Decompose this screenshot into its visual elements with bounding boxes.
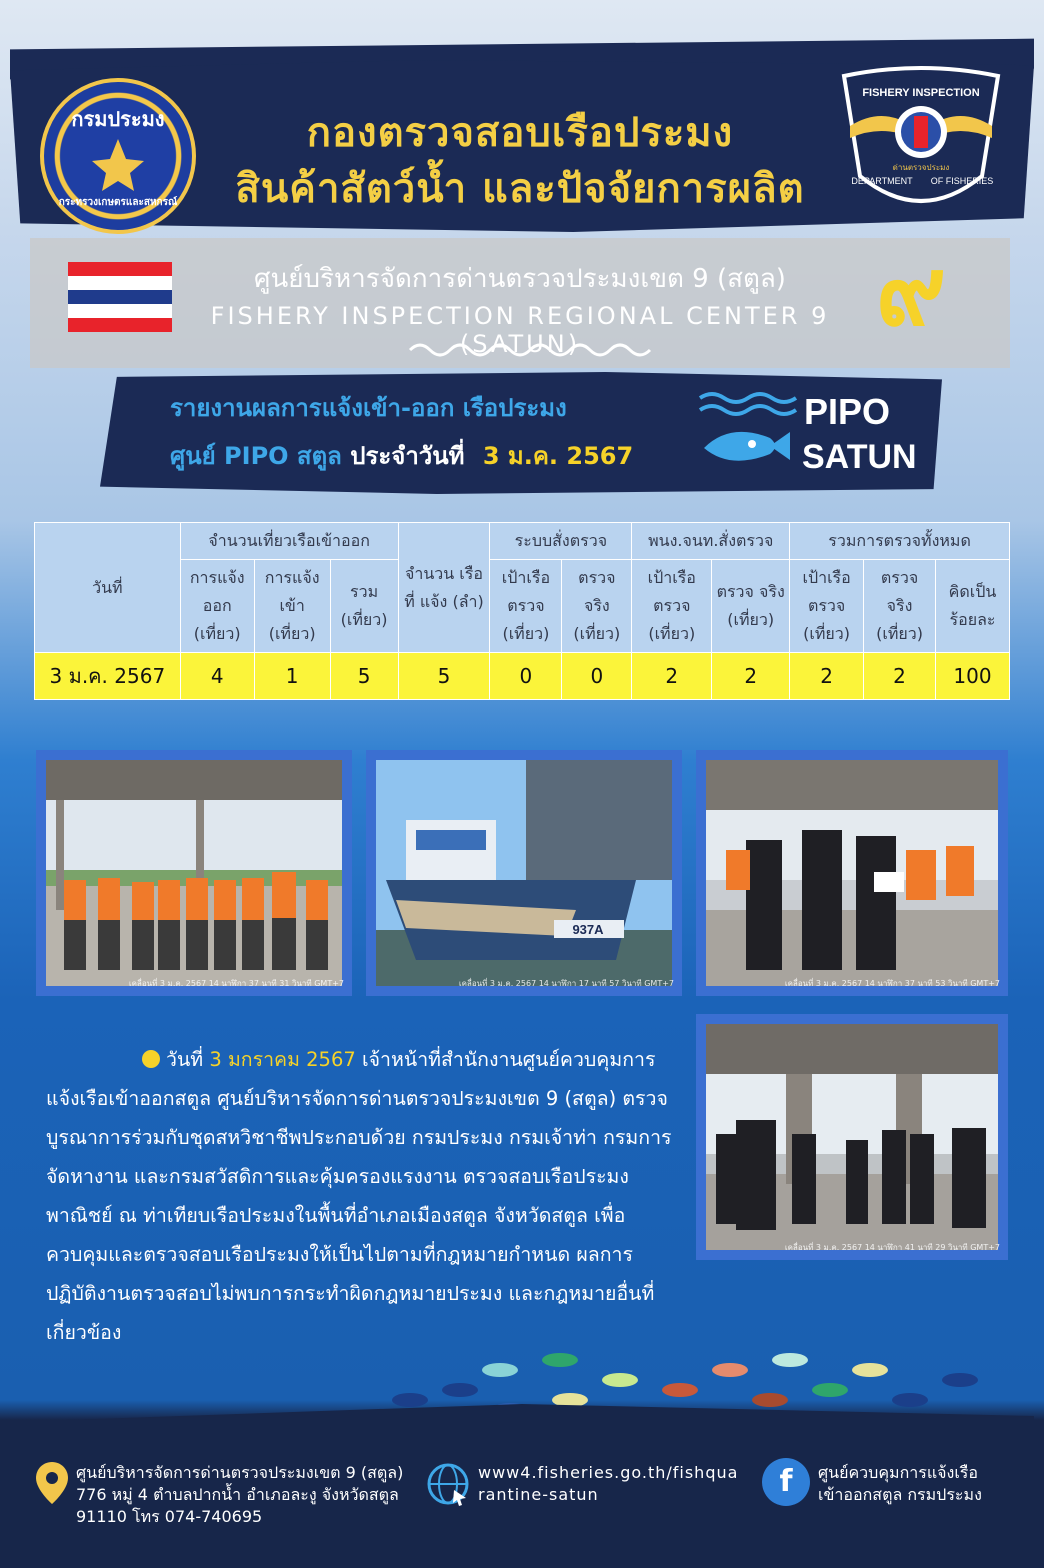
seal-text-bottom: กระทรวงเกษตรและสหกรณ์ xyxy=(58,196,178,208)
center-name-english: FISHERY INSPECTION REGIONAL CENTER 9 (SATUN) xyxy=(210,302,830,358)
header-group-trips: จำนวนเที่ยวเรือเข้าออก xyxy=(180,523,398,560)
boat-registration-number: 937A xyxy=(572,922,604,937)
report-title-line1: รายงานผลการแจ้งเข้า-ออก เรือประมง xyxy=(170,394,567,422)
header-system-target: เป้าเรือ ตรวจ (เที่ยว) xyxy=(490,560,562,653)
center-name-thai: ศูนย์บริหารจัดการด่านตรวจประมงเขต 9 (สตูล) xyxy=(254,264,786,294)
header-boats: จำนวน เรือที่ แจ้ง (ลำ) xyxy=(398,523,490,653)
footer-address-line2: 776 หมู่ 4 ตำบลปากน้ำ อำเภอละงู จังหวัดสตูล xyxy=(76,1485,399,1504)
footer-website-line1[interactable]: www4.fisheries.go.th/fishqua xyxy=(478,1463,739,1482)
photo-fishing-boat xyxy=(366,750,682,996)
header-group-officer: พนง.จนท.สั่งตรวจ xyxy=(632,523,790,560)
cell-percent: 100 xyxy=(936,653,1010,700)
badge-right-text: OF FISHERIES xyxy=(930,176,994,186)
photo-timestamp: เคลื่อนที่ 3 ม.ค. 2567 14 นาฬิกา 37 นาที 53 วินาที GMT+7 xyxy=(784,979,1000,988)
header-percent: คิดเป็น ร้อยละ xyxy=(936,560,1010,653)
cell-system-actual: 0 xyxy=(562,653,632,700)
main-title-line2: สินค้าสัตว์น้ำ และปัจจัยการผลิต xyxy=(235,166,805,212)
report-description xyxy=(46,1040,674,1352)
fish-icon xyxy=(704,432,790,461)
badge-top-text: FISHERY INSPECTION xyxy=(862,87,980,99)
header-total-target: เป้าเรือ ตรวจ (เที่ยว) xyxy=(790,560,864,653)
photo-crew-lineup-image xyxy=(46,760,342,986)
footer-website[interactable] xyxy=(478,1462,768,1506)
seal-emblem-icon xyxy=(88,135,148,195)
header-total-actual: ตรวจ จริง (เที่ยว) xyxy=(864,560,936,653)
cell-system-target: 0 xyxy=(490,653,562,700)
cell-boats: 5 xyxy=(398,653,490,700)
inspection-report-table xyxy=(34,522,1010,700)
cell-total-target: 2 xyxy=(790,653,864,700)
footer-facebook-line2[interactable]: เข้าออกสตูล กรมประมง xyxy=(818,1485,982,1504)
bullet-icon xyxy=(142,1050,160,1068)
photo-team-briefing-image xyxy=(706,1024,998,1250)
location-pin-icon xyxy=(36,1462,68,1504)
globe-icon xyxy=(426,1462,470,1506)
footer-address-line1: ศูนย์บริหารจัดการด่านตรวจประมงเขต 9 (สตูล) xyxy=(76,1463,404,1482)
report-date: 3 ม.ค. 2567 xyxy=(482,442,634,470)
footer-facebook-line1[interactable]: ศูนย์ควบคุมการแจ้งเรือ xyxy=(818,1463,978,1482)
photo-team-briefing xyxy=(696,1014,1008,1260)
footer-facebook-page[interactable] xyxy=(818,1462,1018,1506)
photo-officers-checking-documents-image xyxy=(706,760,998,986)
footer-address xyxy=(76,1462,436,1528)
cell-officer-target: 2 xyxy=(632,653,712,700)
photo-crew-lineup xyxy=(36,750,352,996)
photo-officers-checking-documents xyxy=(696,750,1008,996)
badge-left-text: DEPARTMENT xyxy=(851,176,913,186)
facebook-icon[interactable]: f xyxy=(762,1458,810,1506)
description-lead: วันที่ xyxy=(166,1048,204,1071)
header-trips-out: การแจ้ง ออก (เที่ยว) xyxy=(180,560,254,653)
description-date: 3 มกราคม 2567 xyxy=(209,1048,356,1071)
fishery-inspection-badge-icon xyxy=(832,66,1010,216)
cell-trips-in: 1 xyxy=(254,653,330,700)
header-trips-in: การแจ้ง เข้า (เที่ยว) xyxy=(254,560,330,653)
department-of-fisheries-seal xyxy=(40,78,196,234)
header-group-system: ระบบสั่งตรวจ xyxy=(490,523,632,560)
photo-timestamp: เคลื่อนที่ 3 ม.ค. 2567 14 นาฬิกา 17 นาที 57 วินาที GMT+7 xyxy=(458,979,674,988)
header-officer-actual: ตรวจ จริง (เที่ยว) xyxy=(712,560,790,653)
header-date: วันที่ xyxy=(35,523,181,653)
header-trips-total: รวม (เที่ยว) xyxy=(330,560,398,653)
pipo-satun-logo xyxy=(700,386,917,476)
cell-total-actual: 2 xyxy=(864,653,936,700)
report-daily-label: ประจำวันที่ xyxy=(350,442,465,470)
table-row xyxy=(35,653,1010,700)
cell-trips-total: 5 xyxy=(330,653,398,700)
report-title-line2 xyxy=(170,436,710,475)
cell-officer-actual: 2 xyxy=(712,653,790,700)
photo-timestamp: เคลื่อนที่ 3 ม.ค. 2567 14 นาฬิกา 37 นาที 31 วินาที GMT+7 xyxy=(128,979,344,988)
region-number-thai-nine: ๙ xyxy=(875,234,947,347)
header-system-actual: ตรวจ จริง (เที่ยว) xyxy=(562,560,632,653)
footer-website-line2[interactable]: rantine-satun xyxy=(478,1485,599,1504)
logo-satun-text: SATUN xyxy=(802,438,917,476)
photo-fishing-boat-image xyxy=(376,760,672,986)
wave-divider-icon xyxy=(410,340,650,360)
thai-flag-icon xyxy=(68,262,172,332)
logo-pipo-text: PIPO xyxy=(804,391,891,432)
header-officer-target: เป้าเรือ ตรวจ (เที่ยว) xyxy=(632,560,712,653)
description-text: เจ้าหน้าที่สำนักงานศูนย์ควบคุมการแจ้งเรือเข้าออกสตูล ศูนย์บริหารจัดการด่านตรวจประมงเขต 9 (สตูล) ตรวจบูรณาการร่วมกับชุดสหวิชาชีพประกอบด้วย กรมประมง กรมเจ้าท่า กรมการจัดหางาน และกรมสวัสดิการและคุ้มครองแรงงาน ตรวจสอบเรือประมงพาณิชย์ ณ ท่าเทียบเรือประมงในพื้นที่อำเภอเมืองสตูล จังหวัดสตูล เพื่อควบคุมและตรวจสอบเรือประมงให้เป็นไปตามที่กฎหมายกำหนด ผลการปฏิบัติงานตรวจสอบไม่พบการกระทำผิดกฎหมายประมง และกฎหมายอื่นที่เกี่ยวข้อง xyxy=(46,1048,672,1344)
cell-date: 3 ม.ค. 2567 xyxy=(35,653,181,700)
report-center-name: ศูนย์ PIPO สตูล xyxy=(170,442,342,470)
badge-center-text: ด่านตรวจประมง xyxy=(892,163,950,172)
main-title-line1: กองตรวจสอบเรือประมง xyxy=(306,110,734,156)
header-group-total: รวมการตรวจทั้งหมด xyxy=(790,523,1010,560)
cell-trips-out: 4 xyxy=(180,653,254,700)
footer-address-line3: 91110 โทร 074-740695 xyxy=(76,1507,263,1526)
photo-timestamp: เคลื่อนที่ 3 ม.ค. 2567 14 นาฬิกา 41 นาที 29 วินาที GMT+7 xyxy=(784,1243,1000,1252)
seal-text-top: กรมประมง xyxy=(71,106,165,131)
